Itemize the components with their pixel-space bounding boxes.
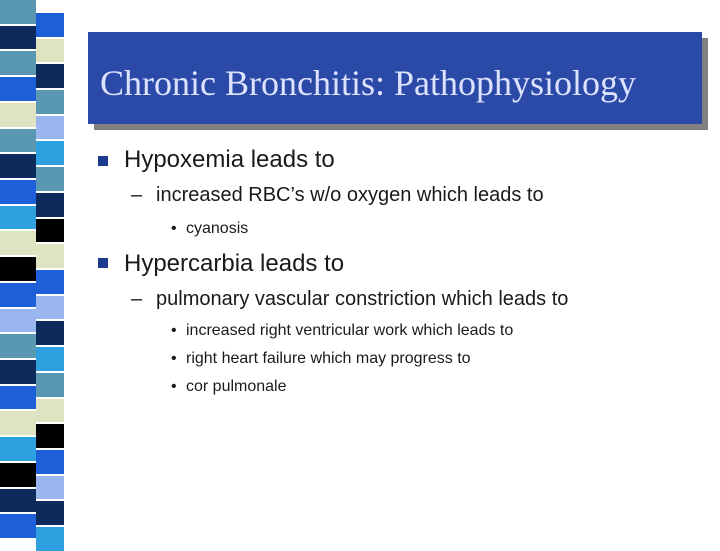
strip-block — [0, 489, 36, 513]
strip-block — [36, 527, 64, 551]
strip-block — [36, 270, 64, 294]
bullet-text: Hypercarbia leads to — [124, 250, 345, 277]
strip-block — [36, 167, 64, 191]
sub-sub-bullet-text: increased right ventricular work which leads to — [186, 322, 514, 339]
sub-sub-bullet-text: cyanosis — [186, 220, 249, 237]
strip-block — [36, 219, 64, 243]
strip-block — [36, 450, 64, 474]
sub-sub-bullet-text: right heart failure which may progress to — [186, 350, 471, 367]
sub-sub-bullet-dot: • — [171, 378, 177, 395]
bullet-text: Hypoxemia leads to — [124, 146, 335, 173]
strip-block — [36, 296, 64, 320]
strip-block — [0, 257, 36, 281]
sub-sub-bullet-dot: • — [171, 322, 177, 339]
strip-block — [0, 386, 36, 410]
strip-block — [0, 437, 36, 461]
strip-block — [36, 347, 64, 371]
strip-block — [0, 514, 36, 538]
strip-block — [0, 309, 36, 333]
strip-block — [0, 334, 36, 358]
sub-sub-bullet-dot: • — [171, 220, 177, 237]
strip-block — [36, 501, 64, 525]
strip-block — [36, 39, 64, 63]
strip-block — [36, 244, 64, 268]
strip-block — [0, 463, 36, 487]
strip-block — [36, 321, 64, 345]
sub-bullet-text: pulmonary vascular constriction which leads to — [156, 288, 569, 310]
strip-block — [0, 154, 36, 178]
strip-block — [0, 206, 36, 230]
slide-title: Chronic Bronchitis: Pathophysiology — [100, 63, 636, 103]
strip-block — [0, 180, 36, 204]
strip-block — [36, 373, 64, 397]
strip-block — [36, 424, 64, 448]
strip-block — [0, 51, 36, 75]
strip-block — [36, 116, 64, 140]
strip-block — [36, 64, 64, 88]
strip-block — [0, 129, 36, 153]
strip-block — [36, 193, 64, 217]
strip-block — [36, 13, 64, 37]
strip-block — [0, 283, 36, 307]
strip-block — [0, 77, 36, 101]
strip-block — [36, 476, 64, 500]
bullet-square-icon — [98, 258, 108, 268]
strip-block — [36, 90, 64, 114]
strip-block — [0, 411, 36, 435]
sub-bullet-dash: – — [131, 184, 143, 206]
strip-block — [0, 0, 36, 24]
sub-sub-bullet-text: cor pulmonale — [186, 378, 287, 395]
strip-block — [36, 399, 64, 423]
strip-block — [0, 360, 36, 384]
strip-block — [0, 26, 36, 50]
sub-bullet-text: increased RBC’s w/o oxygen which leads to — [156, 184, 544, 206]
sub-sub-bullet-dot: • — [171, 350, 177, 367]
strip-block — [0, 103, 36, 127]
decorative-side-strip — [0, 0, 64, 540]
bullet-square-icon — [98, 156, 108, 166]
strip-block — [0, 231, 36, 255]
sub-bullet-dash: – — [131, 288, 143, 310]
strip-block — [36, 141, 64, 165]
